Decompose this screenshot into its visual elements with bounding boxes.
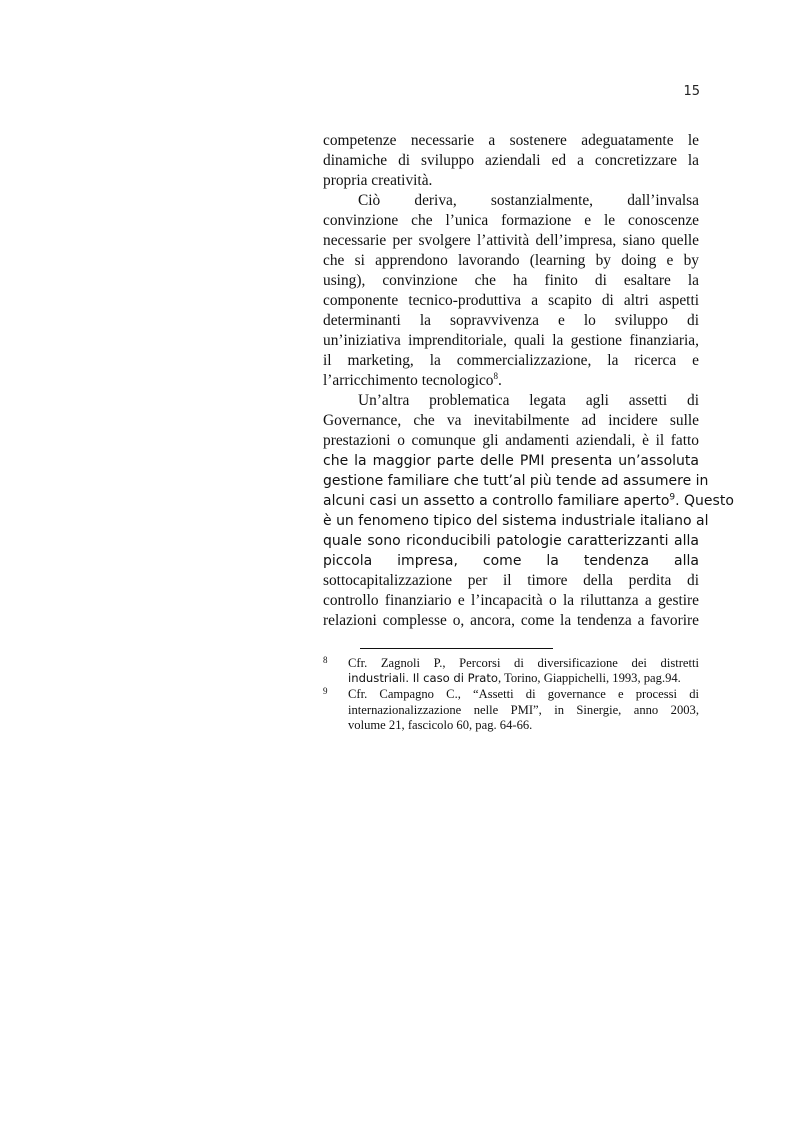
- text-segment: l’arricchimento tecnologico: [323, 372, 494, 389]
- footnote-line: Cfr. Zagnoli P., Percorsi di diversificazione dei distretti: [348, 656, 699, 670]
- text-line: competenze necessarie a sostenere adeguatamente le: [323, 132, 699, 149]
- page-number: 15: [683, 84, 700, 99]
- footnote-mark: 9: [323, 686, 328, 697]
- text-line: è un fenomeno tipico del sistema industriale italiano al: [323, 513, 709, 529]
- text-line: Governance, che va inevitabilmente ad incidere sulle: [323, 412, 699, 429]
- text-line: propria creatività.: [323, 172, 433, 189]
- footnote-line: Cfr. Campagno C., “Assetti di governance e processi di: [348, 687, 699, 702]
- text-line: necessarie per svolgere l’attività dell’impresa, siano quelle: [323, 232, 699, 249]
- footnote-reference[interactable]: 9: [669, 492, 676, 503]
- footnote: [323, 656, 699, 686]
- footnotes: [323, 656, 699, 734]
- text-line: dinamiche di sviluppo aziendali ed a concretizzare la: [323, 152, 699, 169]
- text-line: Ciò deriva, sostanzialmente, dall’invalsa: [358, 192, 699, 209]
- body-text: [323, 131, 734, 631]
- text-segment: . Questo: [675, 493, 734, 509]
- footnote-separator: [360, 648, 553, 649]
- footnote: [323, 687, 699, 733]
- footnote-mark: 8: [323, 655, 328, 665]
- text-line: [323, 371, 699, 391]
- paragraph: [323, 191, 699, 391]
- text-line: using), convinzione che ha finito di esaltare la: [323, 272, 699, 289]
- text-line: relazioni complesse o, ancora, come la tendenza a favorire: [323, 612, 699, 629]
- text-segment: alcuni casi un assetto a controllo familiare aperto: [323, 493, 670, 509]
- text-line: gestione familiare che tutt’al più tende ad assumere in: [323, 473, 709, 489]
- text-line: convinzione che l’unica formazione e le conoscenze: [323, 212, 699, 229]
- text-line: controllo finanziario e l’incapacità o la riluttanza a gestire: [323, 592, 699, 609]
- text-line: Un’altra problematica legata agli assetti di: [358, 392, 699, 409]
- footnote-line: volume 21, fascicolo 60, pag. 64-66.: [348, 717, 533, 732]
- text-line: prestazioni o comunque gli andamenti aziendali, è il fatto: [323, 432, 699, 449]
- footnote-line: [348, 671, 699, 686]
- text-line: sottocapitalizzazione per il timore della perdita di: [323, 572, 699, 589]
- text-line: che si apprendono lavorando (learning by doing e by: [323, 252, 699, 269]
- text-line: piccola impresa, come la tendenza alla: [323, 553, 699, 569]
- paragraph: [323, 391, 734, 631]
- paragraph: [323, 131, 699, 191]
- text-segment: .: [498, 372, 502, 389]
- text-line: il marketing, la commercializzazione, la ricerca e: [323, 352, 699, 369]
- footnote-reference[interactable]: 8: [493, 370, 499, 381]
- text-line: [323, 491, 734, 511]
- text-line: che la maggior parte delle PMI presenta un’assoluta: [323, 453, 699, 469]
- text-line: quale sono riconducibili patologie caratterizzanti alla: [323, 533, 699, 549]
- text-line: determinanti la sopravvivenza e lo sviluppo di: [323, 312, 699, 329]
- footnote-segment: industriali. Il caso di Prato: [348, 671, 498, 686]
- footnote-line: internazionalizzazione nelle PMI”, in Sinergie, anno 2003,: [348, 702, 699, 717]
- footnote-segment: , Torino, Giappichelli, 1993, pag.94.: [497, 671, 681, 686]
- text-line: componente tecnico-produttiva a scapito di altri aspetti: [323, 292, 699, 309]
- text-line: un’iniziativa imprenditoriale, quali la gestione finanziaria,: [323, 332, 699, 349]
